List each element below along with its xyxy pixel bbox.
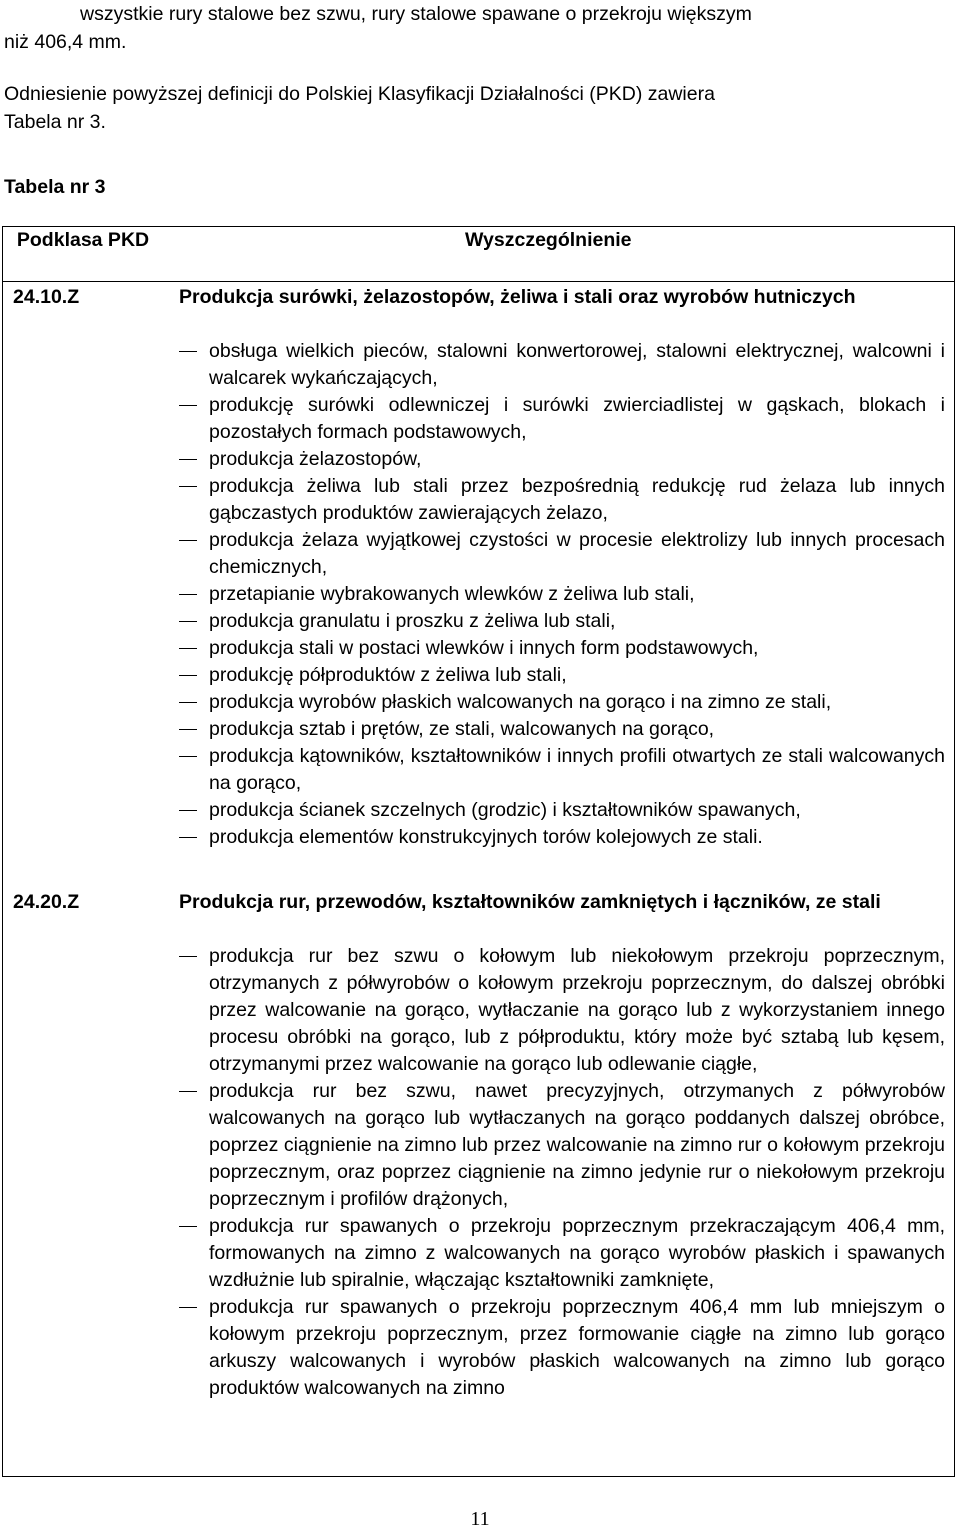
intro-text	[4, 0, 954, 136]
list-item: produkcję półproduktów z żeliwa lub stali,	[179, 662, 945, 689]
list-item: produkcja żelazostopów,	[179, 446, 945, 473]
row-title: Produkcja rur, przewodów, kształtowników zamkniętych i łączników, ze stali	[179, 891, 881, 913]
pkd-table	[2, 226, 955, 1477]
intro-line: Odniesienie powyższej definicji do Polskiej Klasyfikacji Działalności (PKD) zawiera	[4, 83, 715, 105]
intro-line: wszystkie rury stalowe bez szwu, rury stalowe spawane o przekroju większym	[80, 3, 752, 25]
list-item: produkcję surówki odlewniczej i surówki zwierciadlistej w gąskach, blokach i pozostałych formach podstawowych,	[179, 392, 945, 446]
row-items	[179, 338, 945, 851]
list-item: produkcja elementów konstrukcyjnych torów kolejowych ze stali.	[179, 824, 945, 851]
list-item: produkcja ścianek szczelnych (grodzic) i kształtowników spawanych,	[179, 797, 945, 824]
header-description: Wyszczególnienie	[465, 229, 632, 251]
intro-line: niż 406,4 mm.	[4, 31, 127, 53]
list-item: produkcja rur bez szwu, nawet precyzyjnych, otrzymanych z półwyrobów walcowanych na gorąco lub wytłaczanych na gorąco poddanych dalszej obróbce, poprzez ciągnienie na zimno lub przez walcowanie na zimno rur o kołowym przekroju poprzecznym, oraz poprzez ciągnienie na zimno jedynie rur o niekołowym przekroju poprzecznym i profilów drążonych,	[179, 1078, 945, 1213]
list-item: przetapianie wybrakowanych wlewków z żeliwa lub stali,	[179, 581, 945, 608]
list-item: produkcja stali w postaci wlewków i innych form podstawowych,	[179, 635, 945, 662]
list-item: produkcja kątowników, kształtowników i innych profili otwartych ze stali walcowanych na gorąco,	[179, 743, 945, 797]
header-code: Podklasa PKD	[16, 229, 150, 251]
list-item: produkcja rur bez szwu o kołowym lub niekołowym przekroju poprzecznym, otrzymanych z półwyrobów o kołowym przekroju poprzecznym, do dalszej obróbki przez walcowanie na gorąco, wytłaczanie na gorąco lub z wykorzystaniem innego procesu obróbki na gorąco, lub z półproduktu, który może być sztabą lub kęsem, otrzymanymi przez walcowanie na gorąco lub odlewanie ciągłe,	[179, 943, 945, 1078]
list-item: produkcja żeliwa lub stali przez bezpośrednią redukcję rud żelaza lub innych gąbczastych produktów zawierających żelazo,	[179, 473, 945, 527]
list-item: produkcja żelaza wyjątkowej czystości w procesie elektrolizy lub innych procesach chemicznych,	[179, 527, 945, 581]
table-caption: Tabela nr 3	[4, 176, 106, 198]
row-items	[179, 943, 945, 1402]
list-item: obsługa wielkich pieców, stalowni konwertorowej, stalowni elektrycznej, walcowni i walcarek wykańczających,	[179, 338, 945, 392]
list-item: produkcja rur spawanych o przekroju poprzecznym przekraczającym 406,4 mm, formowanych na zimno z walcowanych na gorąco wyrobów płaskich i spawanych wzdłużnie lub spiralnie, włączając kształtowniki zamknięte,	[179, 1213, 945, 1294]
list-item: produkcja granulatu i proszku z żeliwa lub stali,	[179, 608, 945, 635]
row-title: Produkcja surówki, żelazostopów, żeliwa i stali oraz wyrobów hutniczych	[179, 286, 856, 308]
list-item: produkcja sztab i prętów, ze stali, walcowanych na gorąco,	[179, 716, 945, 743]
row-code: 24.10.Z	[13, 286, 80, 308]
header-divider	[3, 281, 954, 282]
list-item: produkcja rur spawanych o przekroju poprzecznym 406,4 mm lub mniejszym o kołowym przekroju poprzecznym, przez formowanie ciągłe na zimno lub gorąco arkuszy walcowanych i wyrobów płaskich walcowanych na zimno lub gorąco produktów walcowanych na zimno	[179, 1294, 945, 1402]
row-code: 24.20.Z	[13, 891, 80, 913]
page-number: 11	[470, 1508, 490, 1530]
list-item: produkcja wyrobów płaskich walcowanych na gorąco i na zimno ze stali,	[179, 689, 945, 716]
intro-line: Tabela nr 3.	[4, 111, 106, 133]
